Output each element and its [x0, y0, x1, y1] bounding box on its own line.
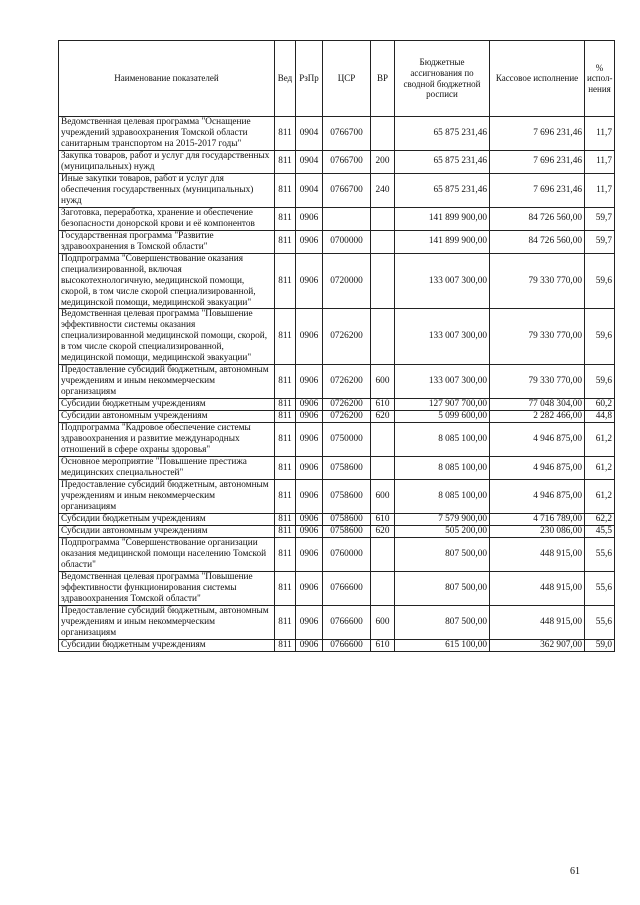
row-ved: 811 [275, 411, 296, 423]
row-cash: 448 915,00 [490, 605, 585, 639]
row-csr: 0766700 [323, 173, 371, 207]
row-name: Закупка товаров, работ и услуг для государственных (муниципальных) нужд [59, 150, 275, 173]
row-rzpr: 0904 [296, 117, 323, 151]
row-name: Государственная программа "Развитие здравоохранения в Томской области" [59, 230, 275, 253]
row-vr [371, 309, 395, 365]
row-name: Подпрограмма "Совершенствование организации оказания медицинской помощи населению Томской области" [59, 537, 275, 571]
row-rzpr: 0906 [296, 423, 323, 457]
row-rzpr: 0906 [296, 605, 323, 639]
row-vr: 610 [371, 399, 395, 411]
row-name: Ведомственная целевая программа "Повышение эффективности функционирования системы здравоохранения Томской области" [59, 571, 275, 605]
row-rzpr: 0906 [296, 399, 323, 411]
row-vr: 240 [371, 173, 395, 207]
row-vr: 620 [371, 525, 395, 537]
row-cash: 79 330 770,00 [490, 253, 585, 309]
row-name: Субсидии бюджетным учреждениям [59, 399, 275, 411]
header-cash: Кассовое исполнение [490, 41, 585, 117]
table-row [59, 365, 615, 399]
row-name: Субсидии автономным учреждениям [59, 411, 275, 423]
row-csr: 0760000 [323, 537, 371, 571]
row-ved: 811 [275, 399, 296, 411]
row-budget: 5 099 600,00 [395, 411, 490, 423]
row-ved: 811 [275, 457, 296, 480]
row-csr: 0750000 [323, 423, 371, 457]
row-name: Подпрограмма "Кадровое обеспечение системы здравоохранения и развитие международных отношений в сфере охраны здоровья" [59, 423, 275, 457]
table-row [59, 173, 615, 207]
row-vr [371, 207, 395, 230]
row-ved: 811 [275, 309, 296, 365]
row-name: Предоставление субсидий бюджетным, автономным учреждениям и иным некоммерческим организациям [59, 480, 275, 514]
row-percent: 59,0 [585, 639, 615, 651]
row-cash: 7 696 231,46 [490, 173, 585, 207]
row-csr: 0726200 [323, 411, 371, 423]
row-ved: 811 [275, 365, 296, 399]
row-ved: 811 [275, 230, 296, 253]
row-rzpr: 0906 [296, 309, 323, 365]
table-header-row [59, 41, 615, 117]
row-cash: 448 915,00 [490, 571, 585, 605]
row-rzpr: 0906 [296, 639, 323, 651]
row-rzpr: 0906 [296, 230, 323, 253]
row-csr: 0700000 [323, 230, 371, 253]
row-percent: 11,7 [585, 173, 615, 207]
budget-table [58, 40, 615, 652]
row-percent: 45,5 [585, 525, 615, 537]
row-csr: 0758600 [323, 457, 371, 480]
row-budget: 505 200,00 [395, 525, 490, 537]
row-vr [371, 571, 395, 605]
row-percent: 61,2 [585, 480, 615, 514]
row-budget: 807 500,00 [395, 571, 490, 605]
table-row [59, 423, 615, 457]
table-row [59, 605, 615, 639]
row-csr: 0726200 [323, 365, 371, 399]
header-ved: Вед [275, 41, 296, 117]
row-ved: 811 [275, 605, 296, 639]
row-vr [371, 230, 395, 253]
row-name: Субсидии бюджетным учреждениям [59, 639, 275, 651]
row-rzpr: 0906 [296, 411, 323, 423]
row-budget: 133 007 300,00 [395, 253, 490, 309]
row-cash: 77 048 304,00 [490, 399, 585, 411]
row-ved: 811 [275, 253, 296, 309]
row-budget: 8 085 100,00 [395, 480, 490, 514]
table-row [59, 411, 615, 423]
row-cash: 4 946 875,00 [490, 423, 585, 457]
row-vr: 620 [371, 411, 395, 423]
row-ved: 811 [275, 173, 296, 207]
table-row [59, 571, 615, 605]
row-vr [371, 457, 395, 480]
row-cash: 79 330 770,00 [490, 309, 585, 365]
row-ved: 811 [275, 537, 296, 571]
row-percent: 59,6 [585, 309, 615, 365]
row-cash: 7 696 231,46 [490, 117, 585, 151]
row-vr: 600 [371, 480, 395, 514]
row-percent: 55,6 [585, 605, 615, 639]
table-row [59, 150, 615, 173]
row-name: Подпрограмма "Совершенствование оказания специализированной, включая высокотехнологичную, медицинской помощи, скорой, в том числе скорой специализированной, медицинской помощи, медицинской эвакуации" [59, 253, 275, 309]
row-csr: 0720000 [323, 253, 371, 309]
row-budget: 133 007 300,00 [395, 365, 490, 399]
row-csr: 0766600 [323, 605, 371, 639]
table-row [59, 117, 615, 151]
row-ved: 811 [275, 150, 296, 173]
header-indicator-name: Наименование показателей [59, 41, 275, 117]
row-rzpr: 0906 [296, 207, 323, 230]
row-cash: 230 086,00 [490, 525, 585, 537]
row-vr [371, 423, 395, 457]
table-row [59, 253, 615, 309]
row-csr [323, 207, 371, 230]
row-vr [371, 537, 395, 571]
row-percent: 44,8 [585, 411, 615, 423]
row-cash: 4 946 875,00 [490, 480, 585, 514]
row-ved: 811 [275, 423, 296, 457]
row-rzpr: 0906 [296, 537, 323, 571]
table-row [59, 513, 615, 525]
row-budget: 807 500,00 [395, 605, 490, 639]
header-vr: ВР [371, 41, 395, 117]
row-budget: 7 579 900,00 [395, 513, 490, 525]
row-budget: 8 085 100,00 [395, 457, 490, 480]
row-percent: 59,7 [585, 230, 615, 253]
row-csr: 0758600 [323, 513, 371, 525]
row-rzpr: 0906 [296, 480, 323, 514]
table-row [59, 399, 615, 411]
row-percent: 60,2 [585, 399, 615, 411]
row-budget: 141 899 900,00 [395, 230, 490, 253]
page-number: 61 [570, 866, 580, 877]
row-csr: 0726200 [323, 309, 371, 365]
table-row [59, 480, 615, 514]
header-rzpr: РзПр [296, 41, 323, 117]
row-budget: 127 907 700,00 [395, 399, 490, 411]
header-csr: ЦСР [323, 41, 371, 117]
table-row [59, 230, 615, 253]
row-csr: 0758600 [323, 525, 371, 537]
row-percent: 62,2 [585, 513, 615, 525]
row-cash: 4 946 875,00 [490, 457, 585, 480]
row-percent: 59,6 [585, 365, 615, 399]
row-percent: 61,2 [585, 423, 615, 457]
row-name: Ведомственная целевая программа "Оснащение учреждений здравоохранения Томской области санитарным транспортом на 2015-2017 годы" [59, 117, 275, 151]
row-budget: 133 007 300,00 [395, 309, 490, 365]
row-budget: 8 085 100,00 [395, 423, 490, 457]
row-vr: 200 [371, 150, 395, 173]
row-cash: 4 716 789,00 [490, 513, 585, 525]
row-budget: 65 875 231,46 [395, 117, 490, 151]
row-vr [371, 253, 395, 309]
row-rzpr: 0906 [296, 253, 323, 309]
row-cash: 84 726 560,00 [490, 207, 585, 230]
row-csr: 0726200 [323, 399, 371, 411]
row-vr: 610 [371, 639, 395, 651]
row-percent: 55,6 [585, 537, 615, 571]
row-name: Заготовка, переработка, хранение и обеспечение безопасности донорской крови и её компонентов [59, 207, 275, 230]
row-name: Субсидии автономным учреждениям [59, 525, 275, 537]
row-cash: 2 282 466,00 [490, 411, 585, 423]
row-name: Предоставление субсидий бюджетным, автономным учреждениям и иным некоммерческим организациям [59, 605, 275, 639]
row-ved: 811 [275, 480, 296, 514]
table-row [59, 639, 615, 651]
row-budget: 141 899 900,00 [395, 207, 490, 230]
row-csr: 0766600 [323, 571, 371, 605]
row-name: Иные закупки товаров, работ и услуг для обеспечения государственных (муниципальных) нужд [59, 173, 275, 207]
row-name: Ведомственная целевая программа "Повышение эффективности системы оказания специализированной медицинской помощи, скорой, в том числе скорой специализированной, медицинской помощи, медицинской эвакуации" [59, 309, 275, 365]
table-row [59, 525, 615, 537]
row-csr: 0766700 [323, 150, 371, 173]
row-percent: 61,2 [585, 457, 615, 480]
row-ved: 811 [275, 571, 296, 605]
row-ved: 811 [275, 513, 296, 525]
row-percent: 11,7 [585, 150, 615, 173]
row-rzpr: 0906 [296, 513, 323, 525]
table-row [59, 457, 615, 480]
row-name: Предоставление субсидий бюджетным, автономным учреждениям и иным некоммерческим организациям [59, 365, 275, 399]
row-rzpr: 0904 [296, 150, 323, 173]
row-ved: 811 [275, 117, 296, 151]
row-name: Субсидии бюджетным учреждениям [59, 513, 275, 525]
row-csr: 0766700 [323, 117, 371, 151]
row-cash: 79 330 770,00 [490, 365, 585, 399]
row-rzpr: 0906 [296, 457, 323, 480]
row-cash: 448 915,00 [490, 537, 585, 571]
row-vr: 600 [371, 365, 395, 399]
table-row [59, 537, 615, 571]
table-row [59, 207, 615, 230]
row-budget: 65 875 231,46 [395, 173, 490, 207]
row-rzpr: 0906 [296, 365, 323, 399]
row-budget: 65 875 231,46 [395, 150, 490, 173]
row-rzpr: 0906 [296, 571, 323, 605]
row-vr [371, 117, 395, 151]
header-budget: Бюджетные ассигнования по сводной бюджетной росписи [395, 41, 490, 117]
row-cash: 84 726 560,00 [490, 230, 585, 253]
row-ved: 811 [275, 639, 296, 651]
row-budget: 615 100,00 [395, 639, 490, 651]
row-vr: 600 [371, 605, 395, 639]
row-name: Основное мероприятие "Повышение престижа медицинских специальностей" [59, 457, 275, 480]
row-csr: 0766600 [323, 639, 371, 651]
header-percent: % испол-нения [585, 41, 615, 117]
table-row [59, 309, 615, 365]
table-body [59, 117, 615, 652]
row-rzpr: 0906 [296, 525, 323, 537]
row-rzpr: 0904 [296, 173, 323, 207]
row-cash: 362 907,00 [490, 639, 585, 651]
row-percent: 11,7 [585, 117, 615, 151]
row-percent: 59,6 [585, 253, 615, 309]
row-csr: 0758600 [323, 480, 371, 514]
row-vr: 610 [371, 513, 395, 525]
row-budget: 807 500,00 [395, 537, 490, 571]
row-ved: 811 [275, 525, 296, 537]
row-cash: 7 696 231,46 [490, 150, 585, 173]
row-percent: 59,7 [585, 207, 615, 230]
row-percent: 55,6 [585, 571, 615, 605]
row-ved: 811 [275, 207, 296, 230]
